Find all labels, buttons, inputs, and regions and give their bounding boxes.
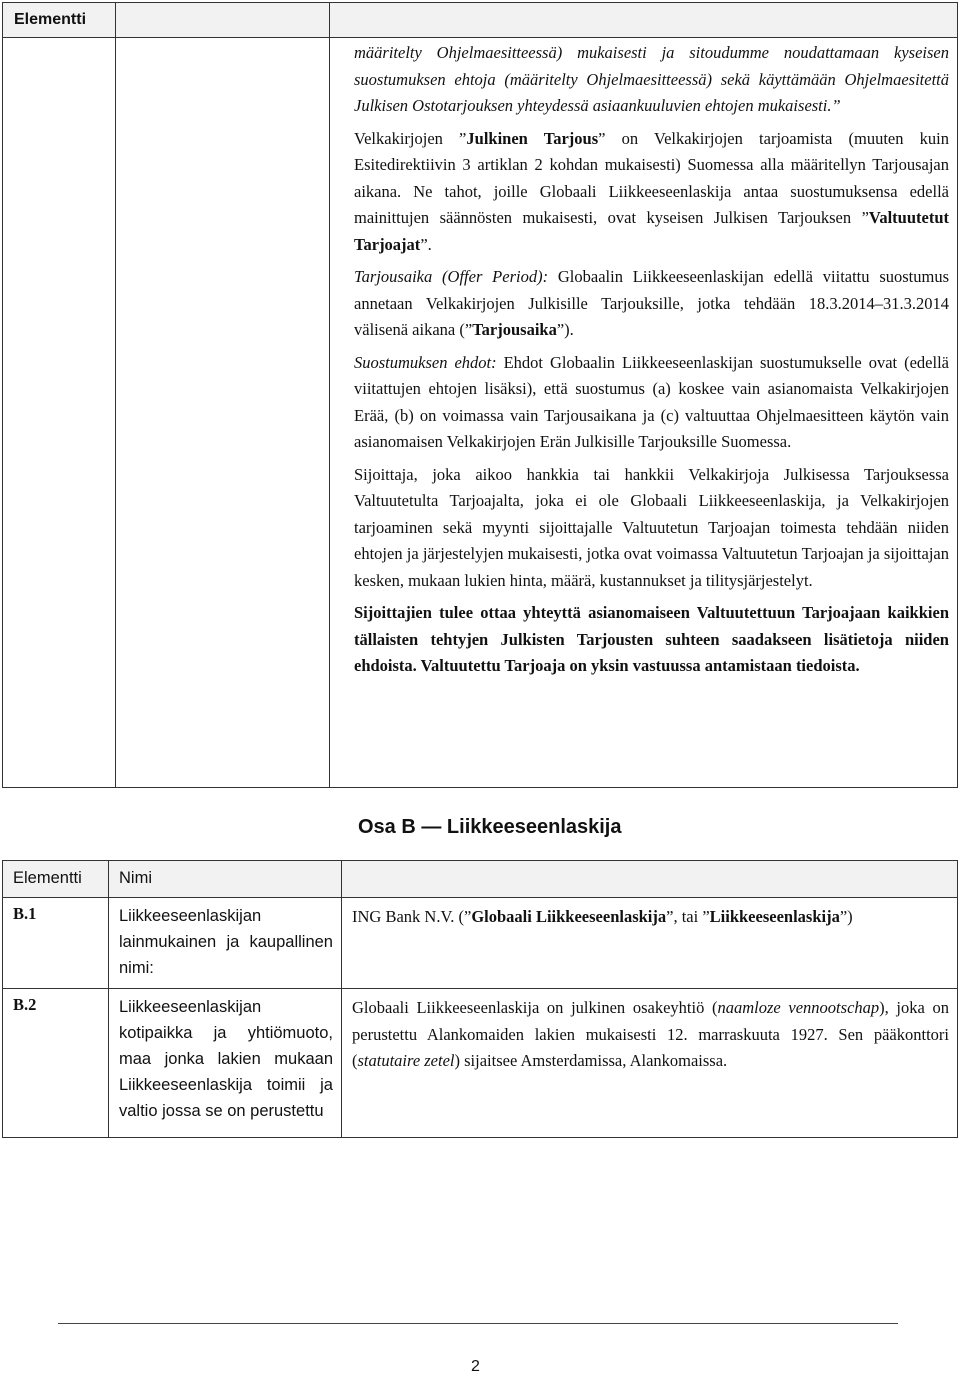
element-id: B.2 xyxy=(13,995,37,1014)
paragraph-consent-terms: Suostumuksen ehdot: Ehdot Globaalin Liikkeeseenlaskijan suostumukselle ovat (edellä viitattujen ehtojen lisäksi), että suostumus (a) koskee vain asianomaista Velkakirjojen Erää, (b) on voimassa vain Tarjousaikana ja (c) valtuuttaa Ohjelmaesitteen käytön vain asianomaisen Velkakirjojen Erän Julkisille Tarjouksille Suomessa. xyxy=(354,352,949,451)
element-desc-cell xyxy=(342,989,958,1138)
header-cell-content xyxy=(342,861,958,898)
content-text xyxy=(330,38,957,680)
table-header-row xyxy=(3,861,958,898)
element-name: Liikkeeseenlaskijan lainmukainen ja kaupallinen nimi: xyxy=(119,907,333,977)
name-cell xyxy=(116,38,330,788)
issuer-table xyxy=(2,860,958,1138)
paragraph-offer-period: Tarjousaika (Offer Period): Globaalin Liikkeeseenlaskijan edellä viitattu suostumus annetaan Velkakirjojen Julkisille Tarjouksille, jotka tehdään 18.3.2014–31.3.2014 välisenä aikana (”Tarjousaika”). xyxy=(354,267,949,339)
continuation-table xyxy=(2,2,958,788)
table-row-b1 xyxy=(3,898,958,989)
element-id-cell xyxy=(3,989,109,1138)
element-description: ING Bank N.V. (”Globaali Liikkeeseenlaskija”, tai ”Liikkeeseenlaskija”) xyxy=(352,907,853,926)
element-name: Liikkeeseenlaskijan kotipaikka ja yhtiömuoto, maa jonka lakien mukaan Liikkeeseenlaskija toimii ja valtio jossa se on perustettu xyxy=(119,998,333,1120)
element-name-cell xyxy=(109,989,342,1138)
header-cell-name xyxy=(109,861,342,898)
header-name-label: Nimi xyxy=(119,869,152,887)
content-cell xyxy=(330,38,958,788)
element-description: Globaali Liikkeeseenlaskija on julkinen osakeyhtiö (naamloze vennootschap), joka on perustettu Alankomaiden lakien mukaisesti 12. marraskuuta 1927. Sen pääkonttori (statutaire zetel) sijaitsee Amsterdamissa, Alankomaissa. xyxy=(352,998,949,1070)
table-row-b2 xyxy=(3,989,958,1138)
header-cell-element xyxy=(3,3,116,38)
footer-divider xyxy=(58,1323,898,1324)
table-header-row xyxy=(3,3,958,38)
element-id: B.1 xyxy=(13,904,37,923)
header-cell-element xyxy=(3,861,109,898)
header-cell-name xyxy=(116,3,330,38)
section-title: Osa B — Liikkeeseenlaskija xyxy=(358,816,622,838)
paragraph-public-offer: Velkakirjojen ”Julkinen Tarjous” on Velkakirjojen tarjoamista (muuten kuin Esitedirektiivin 3 artiklan 2 kohdan mukaisesti) Suomessa alla määritellyn Tarjousajan aikana. Ne tahot, joille Globaali Liikkeeseenlaskija antaa suostumuksensa edellä mainittujen säännösten mukaisesti, ovat kyseisen Julkisen Tarjouksen ”Valtuutetut Tarjoajat”. xyxy=(354,128,950,254)
page-number: 2 xyxy=(471,1358,480,1375)
element-name-cell xyxy=(109,898,342,989)
header-element-label: Elementti xyxy=(13,869,82,887)
table-row xyxy=(3,38,958,788)
header-cell-content xyxy=(330,3,958,38)
header-label: Elementti xyxy=(14,11,87,28)
paragraph-investor: Sijoittaja, joka aikoo hankkia tai hankkii Velkakirjoja Julkisessa Tarjouksessa Valtuutetulta Tarjoajalta, joka ei ole Globaali Liikkeeseenlaskija, ja Velkakirjojen tarjoaminen sekä myynti sijoittajalle Valtuutetun Tarjoajan toimesta tehdään niiden ehtojen ja järjestelyjen mukaisesti, jotka ovat voimassa Valtuutetun Tarjoajan ja sijoittajan kesken, mukaan lukien hinta, määrä, kustannukset ja tilitysjärjestelyt. xyxy=(354,464,949,590)
element-desc-cell xyxy=(342,898,958,989)
paragraph-quote: määritelty Ohjelmaesitteessä) mukaisesti ja sitoudumme noudattamaan kyseisen suostumuksen ehtoja (määritelty Ohjelmaesitteessä) sekä käyttämään Ohjelmaesitettä Julkisen Ostotarjouksen yhteydessä asiaankuuluvien ehtojen mukaisesti.” xyxy=(354,43,949,115)
element-id-cell xyxy=(3,898,109,989)
paragraph-investor-notice: Sijoittajien tulee ottaa yhteyttä asianomaiseen Valtuutettuun Tarjoajaan kaikkien tällaisten tehtyjen Julkisten Tarjousten suhteen saadakseen lisätietoja niiden ehdoista. Valtuutettu Tarjoaja on yksin vastuussa antamistaan tiedoista. xyxy=(354,603,949,675)
element-cell xyxy=(3,38,116,788)
